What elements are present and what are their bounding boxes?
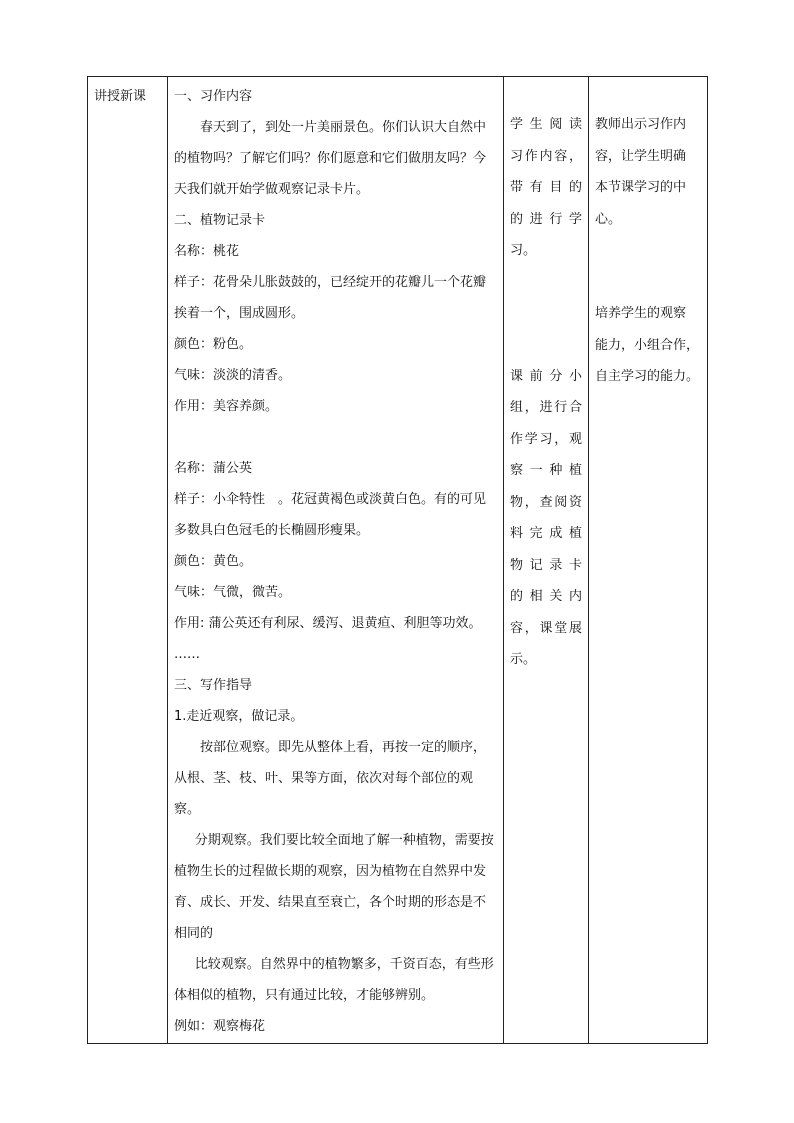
section-heading-1: 一、习作内容 [174,89,253,104]
student-line: 示。 [510,652,537,667]
stage-cell [88,77,168,1044]
student-line: 组，进行合 [510,400,582,415]
card1-shape: 样子：花骨朵儿胀鼓鼓的，已经绽开的花瓣儿一个花瓣挨着一个，围成圆形。 [174,275,487,321]
guide-paragraph-3: 比较观察。自然界中的植物繁多，千资百态，有些形体相似的植物，只有通过比较，才能够辨别。 [174,957,494,1003]
card2-smell: 气味：气微，微苦。 [174,585,292,600]
student-line: 课前分小 [510,368,582,384]
section-heading-2: 二、植物记录卡 [174,213,266,228]
card2-shape: 样子：小伞特性 。花冠黄褐色或淡黄白色。有的可见多数具白色冠毛的长椭圆形瘦果。 [174,492,487,538]
student-line: 物，查阅资 [510,494,582,510]
card1-name: 名称：桃花 [174,244,240,259]
student-line: 的相关内 [510,589,582,604]
student-line: 的进行学 [510,211,582,227]
content-cell [168,77,504,1044]
student-line: 习。 [510,243,537,258]
student-line: 物记录卡 [510,557,582,573]
student-line: 料完成植 [510,526,582,541]
ellipsis: …… [174,647,200,662]
teacher-line: 教师出示习作内 [595,117,687,132]
guide-paragraph-2: 分期观察。我们要比较全面地了解一种植物，需要按植物生长的过程做长期的观察，因为植物在自然界中发育、成长、开发、结果直至衰亡，各个时期的形态是不相同的 [174,833,494,941]
teacher-line: 容，让学生明确 [595,148,687,164]
card1-color: 颜色：粉色。 [174,337,253,352]
student-activity-cell [504,77,589,1044]
card2-name: 名称：蒲公英 [174,461,253,476]
teacher-line: 自主学习的能力。 [595,369,700,384]
stage-label: 讲授新课 [94,89,147,104]
spacer [595,235,701,298]
guide-paragraph-1: 按部位观察。即先从整体上看，再按一定的顺序，从根、茎、枝、叶、果等方面，依次对每个部位的观察。 [174,740,487,817]
intro-paragraph: 春天到了，到处一片美丽景色。你们认识大自然中的植物吗？了解它们吗？你们愿意和它们做朋友吗？今天我们就开始学做观察记录卡片。 [174,120,487,197]
student-line: 学生阅读 [510,117,582,132]
card2-color: 颜色：黄色。 [174,554,253,569]
teacher-line: 本节课学习的中 [595,180,687,195]
section-heading-3: 三、写作指导 [174,678,253,693]
example-line: 例如：观察梅花 [174,1019,266,1034]
card1-smell: 气味：淡淡的清香。 [174,368,292,383]
teacher-line: 培养学生的观察 [595,306,687,321]
spacer [174,422,498,453]
student-line: 习作内容， [510,148,582,164]
student-line: 带有目的 [510,180,582,195]
teacher-line: 能力，小组合作， [595,337,700,353]
student-line: 作学习，观 [510,431,582,447]
lesson-plan-table [87,76,708,1044]
guide-item-1: 1.走近观察，做记录。 [174,709,304,724]
teacher-intent-cell [589,77,708,1044]
student-line: 察一种植 [510,463,582,478]
card1-use: 作用：美容养颜。 [174,399,279,414]
card2-use: 作用: 蒲公英还有利尿、缓泻、退黄疸、利胆等功效。 [174,616,482,631]
spacer [510,267,582,361]
teacher-line: 心。 [595,211,622,227]
student-line: 容，课堂展 [510,620,582,636]
table-row [88,77,708,1044]
